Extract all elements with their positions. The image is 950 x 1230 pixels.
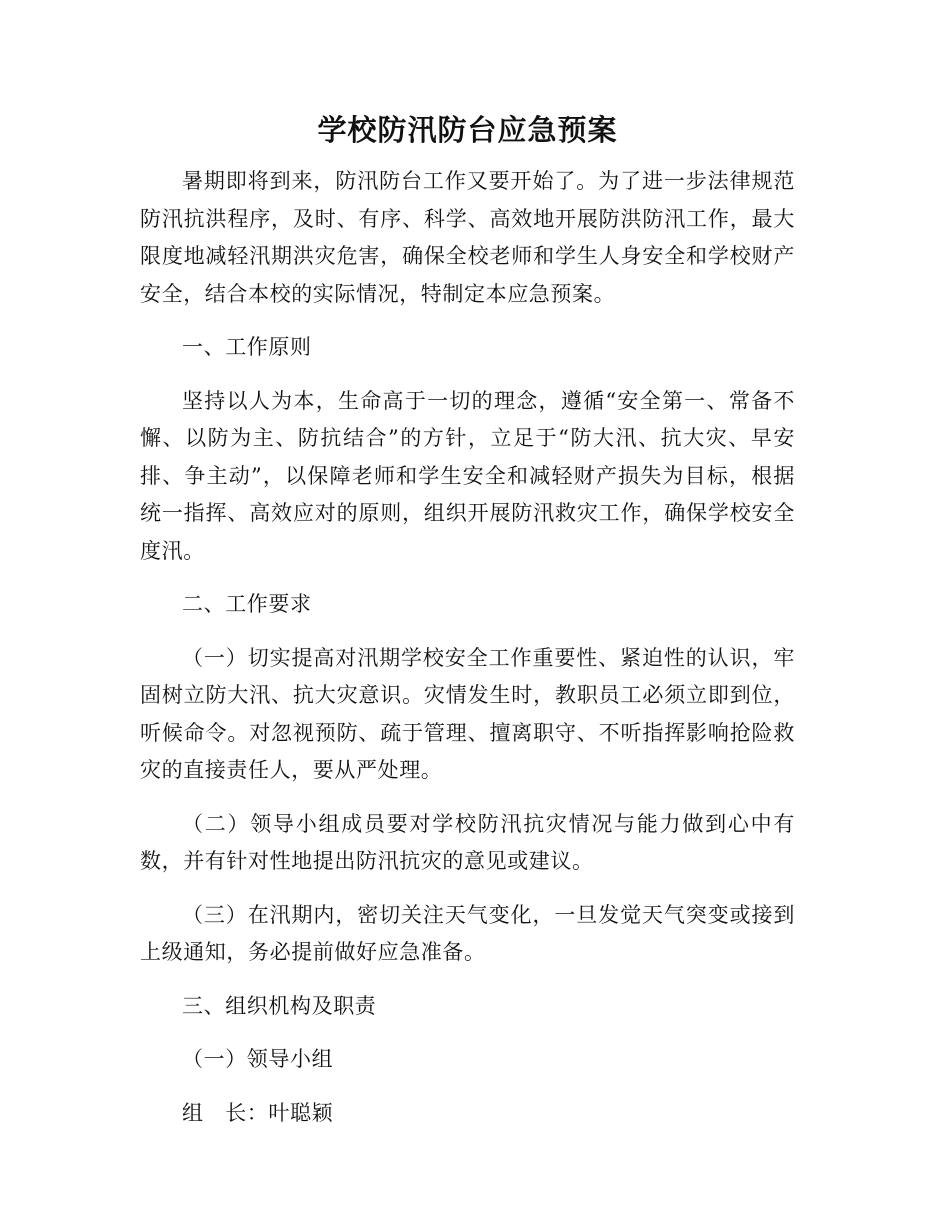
document-body xyxy=(140,108,795,1132)
spacer xyxy=(140,881,795,897)
group-leader-line: 组 长：叶聪颖 xyxy=(182,1100,334,1125)
spacer xyxy=(140,1079,795,1095)
requirement-item-1: （一）切实提高对汛期学校安全工作重要性、紧迫性的认识，牢固树立防大汛、抗大灾意识。灾情发生时，教职员工必须立即到位，听候命令。对忽视预防、疏于管理、擅离职守、不听指挥影响抢险救灾的直接责任人，要从严处理。 xyxy=(140,645,795,782)
spacer xyxy=(140,367,795,383)
document-title: 学校防汛防台应急预案 xyxy=(317,113,618,147)
intro-paragraph: 暑期即将到来，防汛防台工作又要开始了。为了进一步法律规范防汛抗洪程序，及时、有序、科学、高效地开展防洪防汛工作，最大限度地减轻汛期洪灾危害，确保全校老师和学生人身安全和学校财产安全，结合本校的实际情况，特制定本应急预案。 xyxy=(140,169,795,306)
principles-paragraph: 坚持以人为本，生命高于一切的理念，遵循“安全第一、常备不懈、以防为主、防抗结合”的方针，立足于“防大汛、抗大灾、早安排、争主动”，以保障老师和学生安全和减轻财产损失为目标，根据统一指挥、高效应对的原则，组织开展防汛救灾工作，确保学校安全度汛。 xyxy=(140,388,795,563)
spacer xyxy=(140,1025,795,1041)
section-heading-requirements: 二、工作要求 xyxy=(182,592,312,616)
spacer xyxy=(140,570,795,586)
subheading-leadership-group: （一）领导小组 xyxy=(182,1047,334,1071)
spacer xyxy=(140,790,795,806)
section-heading-principles: 一、工作原则 xyxy=(182,335,312,359)
spacer xyxy=(140,624,795,640)
spacer xyxy=(140,972,795,988)
requirement-item-3: （三）在汛期内，密切关注天气变化，一旦发觉天气突变或接到上级通知，务必提前做好应急准备。 xyxy=(140,902,795,964)
spacer xyxy=(140,152,795,163)
section-heading-organization: 三、组织机构及职责 xyxy=(182,993,377,1018)
spacer xyxy=(140,313,795,329)
requirement-item-2: （二）领导小组成员要对学校防汛抗灾情况与能力做到心中有数，并有针对性地提出防汛抗灾的意见或建议。 xyxy=(140,811,795,873)
